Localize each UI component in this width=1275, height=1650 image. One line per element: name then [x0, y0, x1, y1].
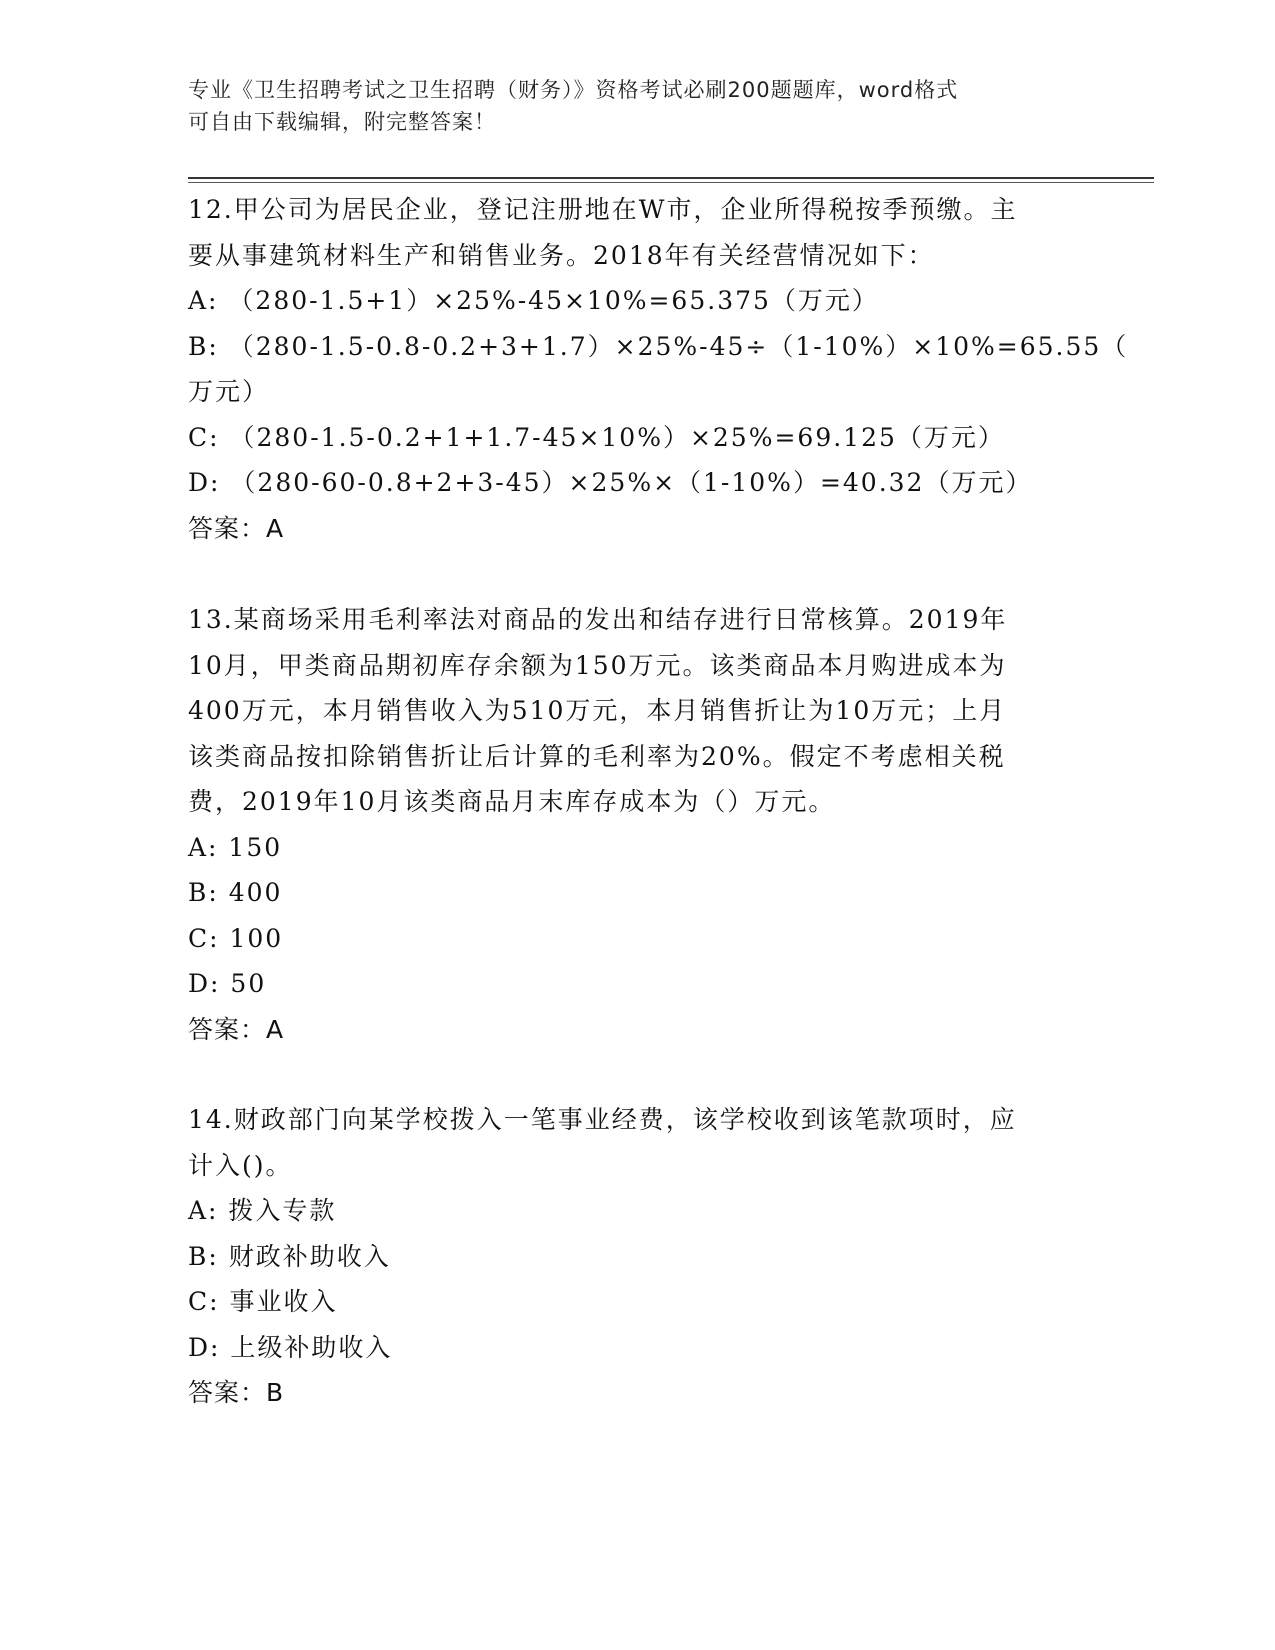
question-12-line-1: 12.甲公司为居民企业，登记注册地在W市，企业所得税按季预缴。主	[188, 195, 1018, 224]
header-divider-thin	[188, 182, 1154, 183]
question-14-option-c: C: 事业收入	[188, 1287, 338, 1316]
question-12-option-d: D: （280-60-0.8+2+3-45）×25%×（1-10%）=40.32（万元）	[188, 468, 1033, 497]
question-14	[188, 1097, 1068, 1416]
question-14-answer: 答案：B	[188, 1378, 285, 1407]
question-13-line-4: 该类商品按扣除销售折让后计算的毛利率为20%。假定不考虑相关税	[188, 741, 1006, 771]
question-14-line-1: 14.财政部门向某学校拨入一笔事业经费，该学校收到该笔款项时，应	[188, 1105, 1017, 1134]
question-13-option-a: A: 150	[188, 832, 283, 862]
question-12-answer: 答案：A	[188, 513, 285, 543]
header-line-2: 可自由下载编辑，附完整答案！	[188, 110, 496, 134]
question-13-line-1: 13.某商场采用毛利率法对商品的发出和结存进行日常核算。2019年	[188, 605, 1008, 634]
question-14-line-2: 计入()。	[188, 1150, 293, 1180]
question-13-line-5: 费，2019年10月该类商品月末库存成本为（）万元。	[188, 787, 836, 816]
question-13-line-3: 400万元，本月销售收入为510万元，本月销售折让为10万元；上月	[188, 696, 1007, 725]
question-12-option-c: C: （280-1.5-0.2+1+1.7-45×10%）×25%=69.125（万元）	[188, 422, 1005, 452]
question-13-answer: 答案：A	[188, 1014, 285, 1044]
question-12-option-b: B: （280-1.5-0.8-0.2+3+1.7）×25%-45÷（1-10%）×10%=65.55（	[188, 331, 1129, 361]
document-header	[188, 74, 1068, 138]
header-line-1: 专业《卫生招聘考试之卫生招聘（财务）》资格考试必刷200题题库，word格式	[188, 78, 959, 102]
question-12	[188, 187, 1129, 551]
question-14-option-a: A: 拨入专款	[188, 1196, 337, 1225]
question-13	[188, 597, 1068, 1052]
question-13-line-2: 10月，甲类商品期初库存余额为150万元。该类商品本月购进成本为	[188, 650, 1007, 680]
question-12-option-b-continued: 万元）	[188, 377, 270, 406]
question-13-option-d: D: 50	[188, 969, 267, 998]
question-13-option-c: C: 100	[188, 923, 284, 953]
header-divider	[188, 177, 1154, 179]
question-13-option-b: B: 400	[188, 878, 283, 907]
question-12-option-a: A: （280-1.5+1）×25%-45×10%=65.375（万元）	[188, 286, 879, 315]
question-12-line-2: 要从事建筑材料生产和销售业务。2018年有关经营情况如下：	[188, 240, 935, 270]
question-14-option-d: D: 上级补助收入	[188, 1332, 393, 1362]
question-14-option-b: B: 财政补助收入	[188, 1241, 391, 1271]
